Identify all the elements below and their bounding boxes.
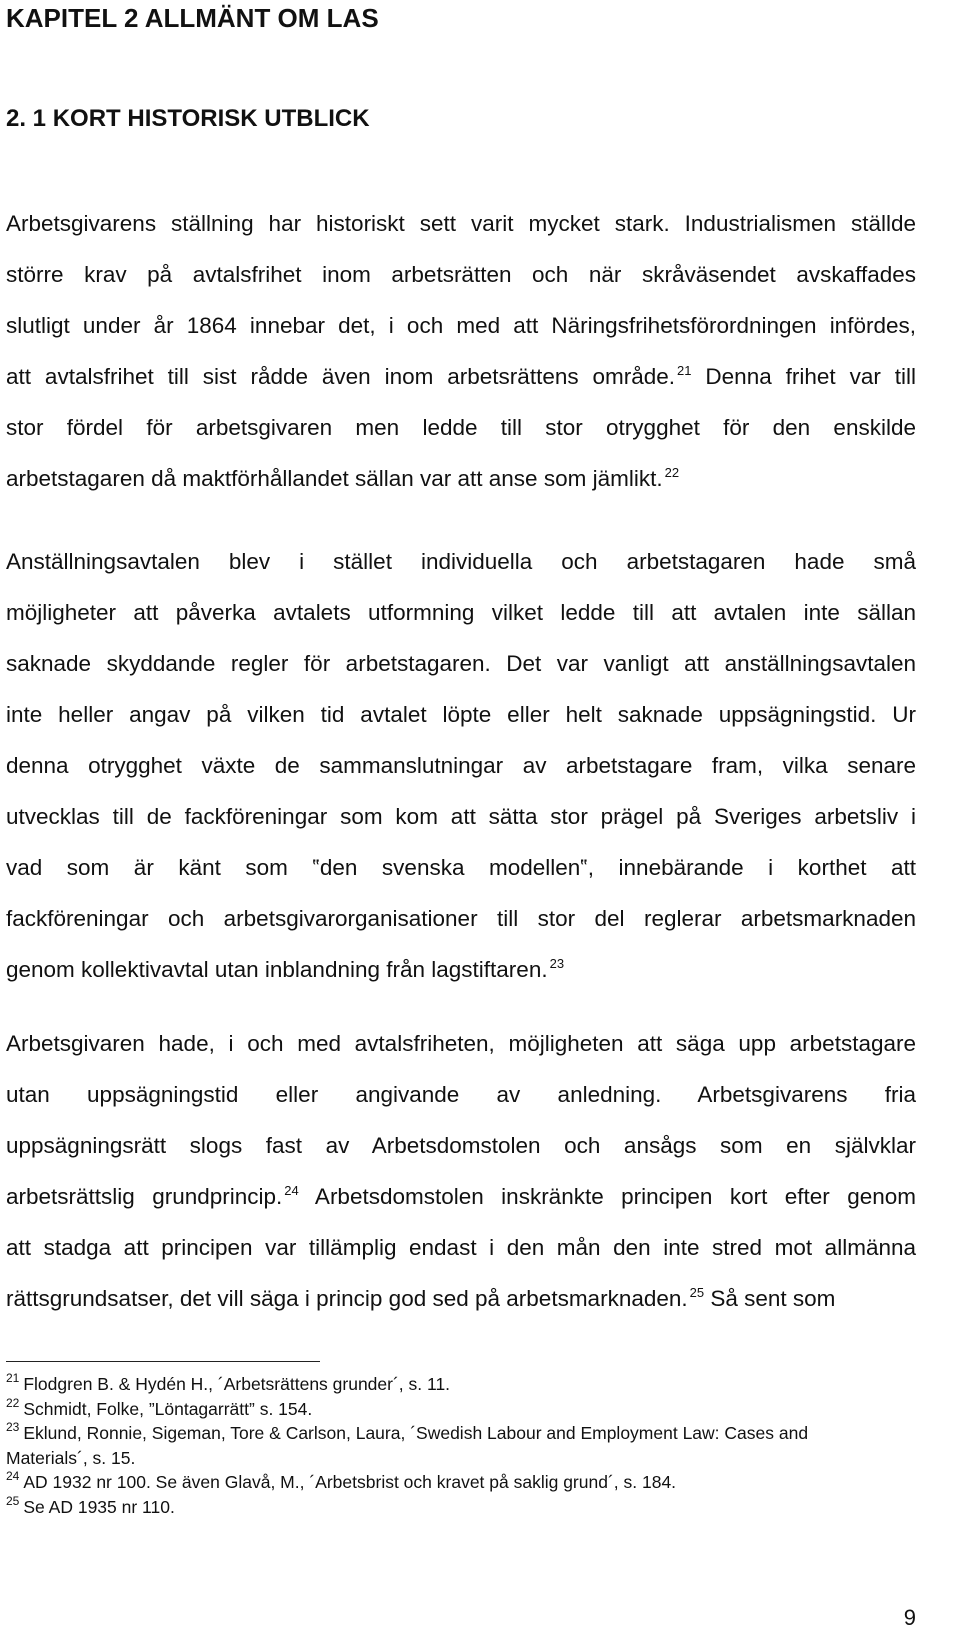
line-text: utvecklas till de fackföreningar som kom att sätta stor prägel på Sveriges arbetsliv i xyxy=(6,804,916,829)
line-text: saknade skyddande regler för arbetstagaren. Det var vanligt att anställningsavtalen xyxy=(6,651,916,676)
footnote-text: Schmidt, Folke, ”Löntagarrätt” s. 154. xyxy=(23,1398,313,1419)
footnote-separator xyxy=(6,1361,320,1362)
text-line xyxy=(6,198,916,249)
line-text-continued: Denna frihet var till xyxy=(691,364,916,389)
footnote-number: 25 xyxy=(6,1493,20,1508)
text-line xyxy=(6,300,916,351)
line-text: möjligheter att påverka avtalets utformning vilket ledde till att avtalen inte sällan xyxy=(6,600,916,625)
line-text-continued: Arbetsdomstolen inskränkte principen kort efter genom xyxy=(298,1184,916,1209)
line-text: Anställningsavtalen blev i stället individuella och arbetstagaren hade små xyxy=(6,549,916,574)
line-text: uppsägningsrätt slogs fast av Arbetsdomstolen och ansågs som en självklar xyxy=(6,1133,916,1158)
footnotes xyxy=(6,1372,916,1519)
footnote-text: Se AD 1935 nr 110. xyxy=(23,1496,175,1517)
text-line xyxy=(6,536,916,587)
footnote-text: Flodgren B. & Hydén H., ´Arbetsrättens grunder´, s. 11. xyxy=(23,1374,451,1394)
footnote-ref[interactable]: 22 xyxy=(664,465,680,480)
paragraph-1 xyxy=(6,198,916,504)
text-line xyxy=(6,1069,916,1120)
footnote-number: 21 xyxy=(6,1371,20,1385)
footnote-number: 22 xyxy=(6,1395,20,1410)
line-text: stor fördel för arbetsgivaren men ledde till stor otrygghet för den enskilde xyxy=(6,415,916,440)
text-line xyxy=(6,402,916,453)
line-text: arbetsrättslig grundprincip. xyxy=(6,1184,283,1209)
footnote-number: 24 xyxy=(6,1469,20,1483)
text-line xyxy=(6,842,916,893)
text-line xyxy=(6,1120,916,1171)
paragraph-3 xyxy=(6,1018,916,1324)
footnote-text: Materials´, s. 15. xyxy=(6,1447,136,1468)
text-line xyxy=(6,249,916,300)
footnote-text: Eklund, Ronnie, Sigeman, Tore & Carlson, Laura, ´Swedish Labour and Employment Law: Cases and xyxy=(23,1423,809,1443)
footnote-ref[interactable]: 25 xyxy=(689,1285,705,1300)
line-text: fackföreningar och arbetsgivarorganisationer till stor del reglerar arbetsmarknaden xyxy=(6,906,916,931)
footnote xyxy=(6,1397,916,1422)
page-number: 9 xyxy=(903,1605,916,1630)
line-text: att avtalsfrihet till sist rådde även inom arbetsrättens område. xyxy=(6,364,676,389)
footnote-text: AD 1932 nr 100. Se även Glavå, M., ´Arbetsbrist och kravet på saklig grund´, s. 184. xyxy=(23,1472,677,1492)
line-text: Arbetsgivarens ställning har historiskt sett varit mycket stark. Industrialismen ställde xyxy=(6,211,916,236)
text-line xyxy=(6,791,916,842)
text-line xyxy=(6,1171,916,1222)
section-title: 2. 1 KORT HISTORISK UTBLICK xyxy=(6,105,370,132)
line-text: vad som är känt som ‟den svenska modellen‟, innebärande i korthet att xyxy=(6,855,916,880)
line-text: utan uppsägningstid eller angivande av anledning. Arbetsgivarens fria xyxy=(6,1082,916,1107)
footnote-number: 23 xyxy=(6,1420,20,1434)
text-line xyxy=(6,638,916,689)
text-line xyxy=(6,1018,916,1069)
text-line xyxy=(6,351,916,402)
text-line xyxy=(6,944,916,995)
footnote xyxy=(6,1372,916,1397)
line-text: att stadga att principen var tillämplig endast i den mån den inte stred mot allmänna xyxy=(6,1235,916,1260)
footnote xyxy=(6,1421,916,1446)
text-line xyxy=(6,740,916,791)
line-text-continued: Så sent som xyxy=(704,1286,836,1311)
footnote-ref[interactable]: 24 xyxy=(284,1183,299,1198)
line-text: denna otrygghet växte de sammanslutningar av arbetstagare fram, vilka senare xyxy=(6,753,916,778)
text-line xyxy=(6,1273,916,1324)
footnote-ref[interactable]: 21 xyxy=(677,363,692,378)
text-line xyxy=(6,689,916,740)
line-text: inte heller angav på vilken tid avtalet löpte eller helt saknade uppsägningstid. Ur xyxy=(6,702,916,727)
line-text: genom kollektivavtal utan inblandning från lagstiftaren. xyxy=(6,957,548,982)
footnote xyxy=(6,1470,916,1495)
footnote-ref[interactable]: 23 xyxy=(549,956,565,971)
paragraph-2 xyxy=(6,536,916,995)
line-text: slutligt under år 1864 innebar det, i och med att Näringsfrihetsförordningen infördes, xyxy=(6,313,916,338)
line-text: Arbetsgivaren hade, i och med avtalsfriheten, möjligheten att säga upp arbetstagare xyxy=(6,1031,916,1056)
line-text: rättsgrundsatser, det vill säga i princip god sed på arbetsmarknaden. xyxy=(6,1286,688,1311)
line-text: större krav på avtalsfrihet inom arbetsrätten och när skråväsendet avskaffades xyxy=(6,262,916,287)
footnote xyxy=(6,1446,916,1471)
chapter-title: KAPITEL 2 ALLMÄNT OM LAS xyxy=(6,3,379,33)
footnote xyxy=(6,1495,916,1520)
text-line xyxy=(6,587,916,638)
text-line xyxy=(6,1222,916,1273)
text-line xyxy=(6,453,916,504)
line-text: arbetstagaren då maktförhållandet sällan var att anse som jämlikt. xyxy=(6,466,663,491)
text-line xyxy=(6,893,916,944)
